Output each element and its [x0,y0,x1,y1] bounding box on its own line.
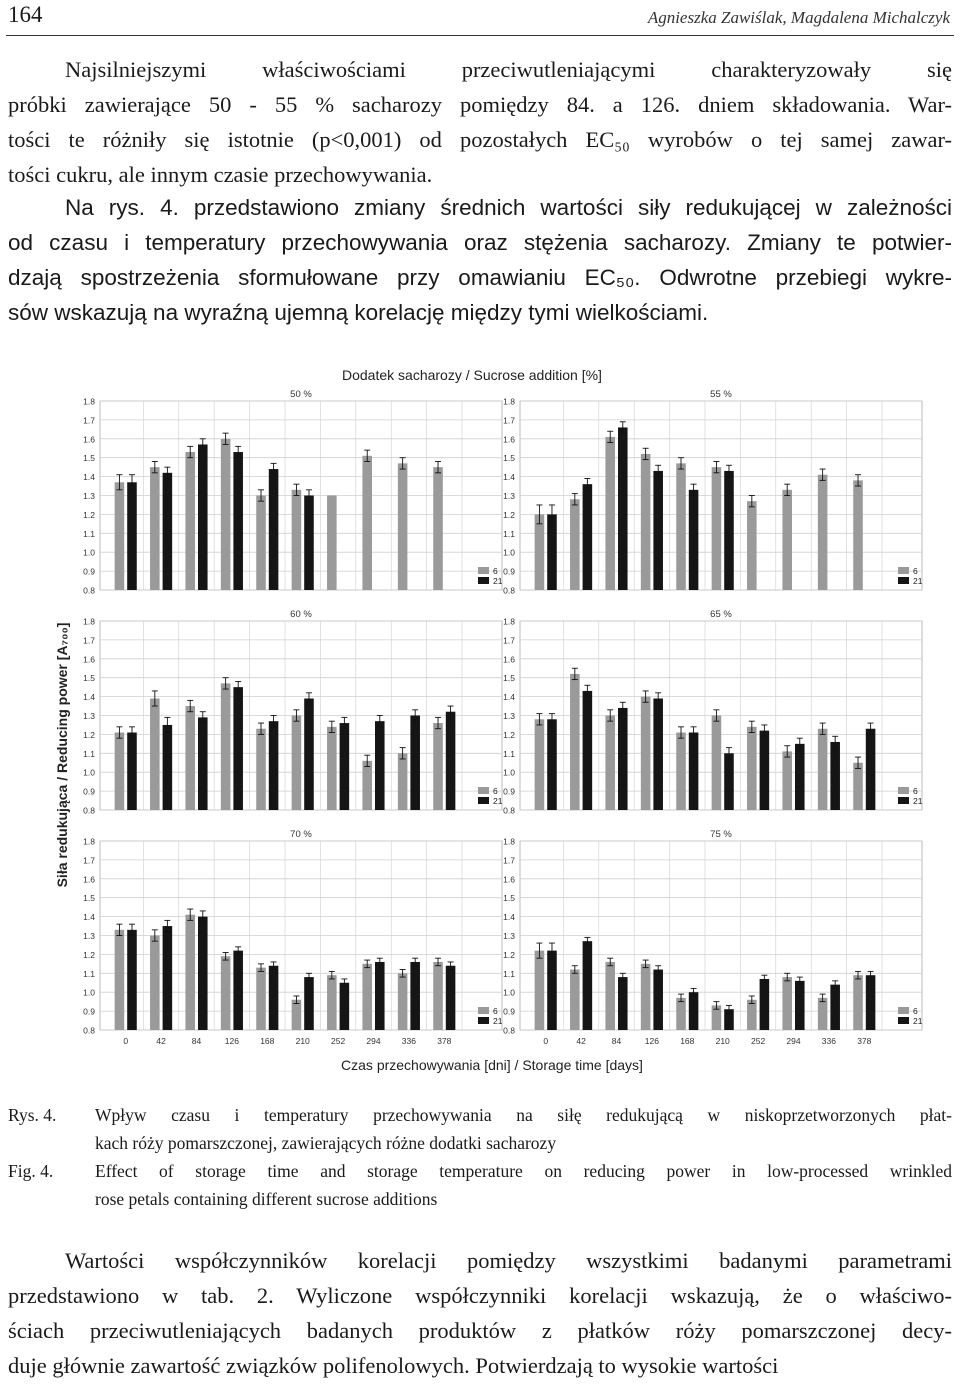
bar-series-6 [712,467,722,590]
bar-series-6 [605,962,615,1030]
caption-label-en: Fig. 4. [8,1161,54,1181]
bar-series-21 [830,985,840,1030]
y-tick-label: 1.7 [503,855,515,866]
y-tick-label: 1.0 [503,987,515,998]
y-tick-label: 0.9 [83,786,95,797]
bar-series-21 [163,926,173,1030]
bar-series-21 [233,951,243,1030]
bar-series-6 [185,706,195,810]
bar-series-21 [340,723,350,810]
y-tick-label: 0.9 [503,786,515,797]
bar-series-21 [689,733,699,810]
legend-swatch-6 [478,787,489,794]
bar-series-6 [362,761,372,810]
legend-label-21: 21 [493,576,503,586]
bar-series-6 [535,514,545,590]
x-tick-label: 126 [224,1036,239,1046]
bar-series-6 [150,698,160,810]
y-tick-label: 1.8 [83,836,95,847]
y-tick-label: 0.8 [503,805,515,816]
bar-series-21 [618,427,628,590]
bar-series-21 [547,951,557,1030]
y-tick-label: 1.3 [83,931,95,941]
bar-series-21 [760,731,770,810]
bar-series-6 [853,480,863,590]
bar-series-21 [198,917,208,1030]
y-tick-label: 1.6 [503,874,515,885]
bar-series-6 [570,970,580,1030]
y-tick-label: 1.3 [503,931,515,941]
panel-55-percent [503,389,923,596]
y-tick-label: 0.9 [503,1006,515,1017]
panel-title: 65 % [710,609,732,620]
bar-series-6 [853,763,863,810]
paragraph-2-line-1: Na rys. 4. przedstawiono zmiany średnich wartości siły redukującej w zależności [65,195,952,220]
bar-series-21 [446,966,456,1030]
y-tick-label: 1.7 [83,415,95,426]
bar-series-21 [375,962,385,1030]
y-tick-label: 1.2 [503,729,515,740]
panel-65-percent [503,609,923,816]
x-tick-label: 0 [543,1036,549,1046]
y-tick-label: 0.8 [503,1025,515,1036]
panel-title: 70 % [290,829,312,840]
y-tick-label: 1.4 [503,692,515,703]
bar-series-21 [795,981,805,1030]
legend-label-6: 6 [493,1006,498,1016]
bar-series-6 [327,975,337,1030]
y-tick-label: 1.8 [503,616,515,627]
bar-series-6 [115,733,125,810]
caption-en-line-1: Effect of storage time and storage temperature on reducing power in low-processed wrinkled [95,1161,952,1181]
bar-series-21 [163,725,173,810]
legend-swatch-6 [478,1007,489,1014]
bar-series-6 [676,998,686,1030]
y-tick-label: 1.5 [83,453,95,464]
bar-series-21 [583,484,593,590]
bar-series-6 [676,733,686,810]
bar-series-6 [256,496,266,591]
y-tick-label: 1.2 [503,509,515,520]
y-tick-label: 0.9 [83,566,95,577]
caption-pl-line-2: kach róży pomarszczonej, zawierających różne dodatki sacharozy [95,1133,557,1153]
bar-series-21 [547,514,557,590]
y-tick-label: 1.1 [503,528,515,539]
legend-label-6: 6 [493,786,498,796]
legend-label-6: 6 [493,566,498,576]
y-tick-label: 1.1 [83,748,95,759]
bar-series-21 [760,979,770,1030]
y-tick-label: 1.6 [83,434,95,445]
caption-text-pl [95,1101,952,1157]
bar-series-6 [221,683,231,810]
bar-series-21 [269,469,279,590]
bar-series-21 [795,744,805,810]
paragraph-3-line-3: ściach przeciwutleniających badanych produktów z płatków róży pomarszczonej decy- [8,1318,952,1343]
x-tick-label: 252 [751,1036,766,1046]
caption-pl-line-1: Wpływ czasu i temperatury przechowywania na siłę redukującą w niskoprzetworzonych płat- [95,1105,952,1125]
bar-series-21 [583,941,593,1030]
bar-series-6 [292,1000,302,1030]
bar-series-21 [618,708,628,810]
y-tick-label: 1.7 [503,415,515,426]
y-tick-label: 1.0 [83,767,95,778]
bar-series-21 [375,721,385,810]
bar-series-6 [747,501,757,590]
y-tick-label: 1.2 [83,949,95,960]
x-tick-label: 42 [576,1036,586,1046]
panel-70-percent [83,829,503,1046]
legend-swatch-6 [478,567,489,574]
y-tick-label: 1.3 [503,711,515,721]
y-tick-label: 1.5 [503,893,515,904]
bar-series-6 [115,930,125,1030]
bar-series-6 [292,716,302,811]
bar-series-6 [433,962,443,1030]
y-tick-label: 1.5 [503,673,515,684]
legend-label-21: 21 [913,576,923,586]
legend-swatch-6 [898,787,909,794]
panel-title: 55 % [710,389,732,400]
x-tick-label: 210 [715,1036,730,1046]
bar-series-6 [327,727,337,810]
bar-series-6 [398,463,408,590]
bar-series-6 [221,439,231,590]
legend-label-6: 6 [913,1006,918,1016]
y-tick-label: 1.4 [503,912,515,923]
paragraph-3-line-2: przedstawiono w tab. 2. Wyliczone współczynniki korelacji wskazują, że o właściwo- [8,1283,952,1308]
bar-series-6 [818,475,828,590]
paragraph-2-line-2: od czasu i temperatury przechowywania oraz stężenia sacharozy. Zmiany te potwier- [8,230,952,255]
x-tick-label: 336 [821,1036,836,1046]
bar-series-6 [256,968,266,1030]
legend-swatch-21 [898,1017,909,1024]
figure-top-title: Dodatek sacharozy / Sucrose addition [%] [342,367,602,383]
page-header [0,0,960,36]
legend-swatch-21 [478,797,489,804]
y-tick-label: 0.8 [83,585,95,596]
bar-series-6 [150,936,160,1031]
bar-series-21 [410,962,420,1030]
bar-series-6 [782,977,792,1030]
x-tick-label: 378 [437,1036,452,1046]
bar-series-21 [304,496,314,591]
panel-title: 60 % [290,609,312,620]
panel-75-percent [503,829,923,1046]
y-tick-label: 1.2 [503,949,515,960]
bar-series-21 [198,717,208,810]
x-tick-label: 42 [156,1036,166,1046]
paragraph-1 [8,52,952,192]
bar-series-21 [618,977,628,1030]
panel-title: 75 % [710,829,732,840]
legend-label-6: 6 [913,786,918,796]
bar-series-21 [410,716,420,811]
x-tick-label: 252 [331,1036,346,1046]
x-tick-label: 0 [123,1036,129,1046]
paragraph-3-line-1: Wartości współczynników korelacji pomiędzy wszystkimi badanymi parametrami [65,1248,952,1273]
bar-series-6 [185,915,195,1030]
bar-series-6 [327,496,337,591]
paragraph-1-line-1: Najsilniejszymi właściwościami przeciwutleniającymi charakteryzowały się [65,57,952,82]
bar-series-21 [653,698,663,810]
y-tick-label: 1.3 [83,491,95,501]
figure-4 [40,355,952,1085]
panel-title: 50 % [290,389,312,400]
paragraph-1-line-3: tości te różniły się istotnie (p<0,001) od pozostałych EC₅₀ wyrobów o tej samej zawar- [8,127,952,152]
y-tick-label: 1.1 [503,748,515,759]
bar-series-6 [641,697,651,810]
legend-swatch-21 [478,577,489,584]
bar-series-21 [866,975,876,1030]
bar-series-6 [605,437,615,590]
bar-series-6 [747,1000,757,1030]
y-tick-label: 1.0 [83,547,95,558]
y-tick-label: 1.3 [83,711,95,721]
bar-series-6 [853,975,863,1030]
x-tick-label: 294 [366,1036,381,1046]
bar-series-21 [127,482,137,590]
bar-series-21 [269,966,279,1030]
bar-series-6 [641,964,651,1030]
bar-series-6 [398,753,408,810]
y-tick-label: 1.5 [83,893,95,904]
x-tick-label: 336 [401,1036,416,1046]
bar-series-6 [292,490,302,590]
bar-series-6 [221,956,231,1030]
bar-series-6 [185,452,195,590]
y-tick-label: 1.0 [503,767,515,778]
reducing-power-chart [40,355,952,1085]
bar-series-21 [830,742,840,810]
caption-text-en [95,1157,952,1213]
bar-series-6 [747,727,757,810]
y-tick-label: 1.3 [503,491,515,501]
legend-swatch-21 [898,797,909,804]
y-tick-label: 0.8 [83,1025,95,1036]
paragraph-1-line-2: próbki zawierające 50 - 55 % sacharozy pomiędzy 84. a 126. dniem składowania. War- [8,92,952,117]
x-tick-label: 84 [191,1036,202,1046]
chart-panels [83,389,923,1046]
bar-series-21 [446,712,456,810]
bar-series-6 [782,751,792,810]
y-tick-label: 0.9 [83,1006,95,1017]
bar-series-6 [535,719,545,810]
y-tick-label: 1.7 [503,635,515,646]
bar-series-6 [641,454,651,590]
x-tick-label: 168 [260,1036,275,1046]
bar-series-21 [547,719,557,810]
x-tick-label: 126 [644,1036,659,1046]
y-tick-label: 1.8 [83,396,95,407]
bar-series-21 [653,970,663,1030]
legend-label-21: 21 [493,796,503,806]
bar-series-21 [127,930,137,1030]
bar-series-21 [233,452,243,590]
y-tick-label: 1.6 [83,654,95,665]
bar-series-6 [150,467,160,590]
y-tick-label: 1.5 [83,673,95,684]
bar-series-21 [866,729,876,810]
bar-series-6 [818,729,828,810]
y-tick-label: 1.7 [83,855,95,866]
y-tick-label: 1.1 [83,968,95,979]
bar-series-21 [198,444,208,590]
panel-50-percent [83,389,503,596]
y-tick-label: 1.6 [503,654,515,665]
bar-series-6 [676,463,686,590]
bar-series-21 [304,977,314,1030]
bar-series-6 [818,998,828,1030]
y-tick-label: 1.4 [83,912,95,923]
y-tick-label: 1.0 [83,987,95,998]
y-tick-label: 1.8 [503,836,515,847]
y-tick-label: 1.8 [503,396,515,407]
legend-label-21: 21 [493,1016,503,1026]
figure-y-axis-label: Siła redukująca / Reducing power [A₇₀₀] [54,622,70,888]
bar-series-21 [233,687,243,810]
x-tick-label: 168 [680,1036,695,1046]
legend-swatch-21 [478,1017,489,1024]
x-tick-label: 210 [295,1036,310,1046]
bar-series-6 [362,456,372,590]
caption-en-line-2: rose petals containing different sucrose additions [95,1189,438,1209]
legend-label-21: 21 [913,1016,923,1026]
y-tick-label: 1.4 [83,692,95,703]
legend-label-6: 6 [913,566,918,576]
y-tick-label: 1.4 [503,472,515,483]
paragraph-2 [8,190,952,330]
bar-series-6 [570,674,580,810]
y-tick-label: 1.2 [83,729,95,740]
y-tick-label: 1.1 [83,528,95,539]
bar-series-6 [433,467,443,590]
legend-swatch-6 [898,567,909,574]
bar-series-21 [689,490,699,590]
paragraph-3-line-4: duje głównie zawartość związków polifenolowych. Potwierdzają to wysokie wartości [8,1353,779,1378]
legend-label-21: 21 [913,796,923,806]
bar-series-6 [712,716,722,811]
bar-series-21 [127,733,137,810]
bar-series-21 [724,471,734,590]
y-tick-label: 0.8 [83,805,95,816]
x-tick-label: 84 [611,1036,622,1046]
bar-series-6 [782,490,792,590]
bar-series-6 [398,973,408,1030]
y-tick-label: 1.5 [503,453,515,464]
paragraph-1-line-4: tości cukru, ale innym czasie przechowywania. [8,162,433,187]
y-tick-label: 1.4 [83,472,95,483]
bar-series-6 [605,716,615,811]
caption-label-pl: Rys. 4. [8,1105,57,1125]
bar-series-6 [535,951,545,1030]
bar-series-21 [724,753,734,810]
y-tick-label: 1.7 [83,635,95,646]
bar-series-21 [653,471,663,590]
bar-series-6 [570,499,580,590]
bar-series-6 [362,964,372,1030]
y-tick-label: 1.6 [83,874,95,885]
y-tick-label: 1.0 [503,547,515,558]
bar-series-21 [583,691,593,810]
panel-60-percent [83,609,503,816]
bar-series-21 [269,721,279,810]
y-tick-label: 1.1 [503,968,515,979]
bar-series-21 [689,992,699,1030]
bar-series-21 [163,473,173,590]
paragraph-2-line-4: sów wskazują na wyraźną ujemną korelację między tymi wielkościami. [8,300,709,325]
bar-series-21 [304,698,314,810]
y-tick-label: 1.6 [503,434,515,445]
y-tick-label: 1.2 [83,509,95,520]
figure-x-axis-label: Czas przechowywania [dni] / Storage time [days] [341,1057,643,1073]
header-rule [6,35,954,36]
x-tick-label: 294 [786,1036,801,1046]
bar-series-6 [256,729,266,810]
x-tick-label: 378 [857,1036,872,1046]
page-number: 164 [8,2,43,27]
bar-series-6 [115,482,125,590]
y-tick-label: 0.9 [503,566,515,577]
bar-series-21 [340,983,350,1030]
y-tick-label: 1.8 [83,616,95,627]
paragraph-2-line-3: dzają spostrzeżenia sformułowane przy omawianiu EC₅₀. Odwrotne przebiegi wykre- [8,265,952,290]
paragraph-3 [8,1243,952,1383]
y-tick-label: 0.8 [503,585,515,596]
bar-series-6 [433,723,443,810]
legend-swatch-6 [898,1007,909,1014]
legend-swatch-21 [898,577,909,584]
running-head-authors: Agnieszka Zawiślak, Magdalena Michalczyk [647,8,950,27]
